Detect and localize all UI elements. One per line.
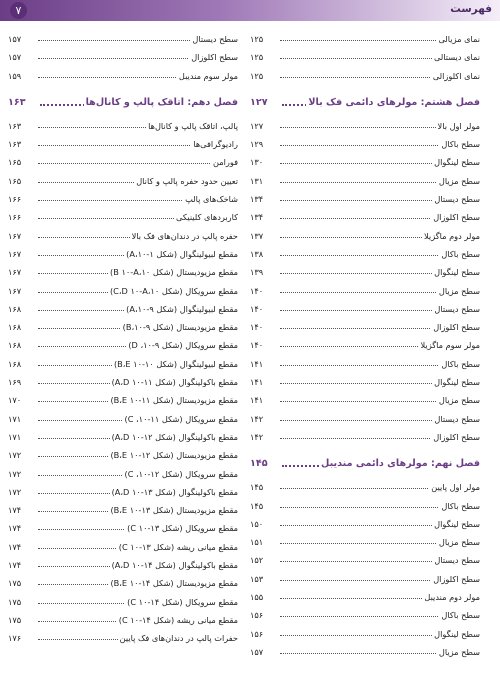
entry-title: مولر دوم ماگزیلا (422, 227, 480, 245)
page-number-ref: ۱۶۷ (8, 285, 22, 296)
toc-entry[interactable] (250, 117, 480, 135)
entry-title: سطح دیستال (432, 410, 480, 428)
toc-left-column (8, 30, 238, 648)
page-number-ref: ۱۴۵ (250, 482, 264, 493)
entry-title: پالپ، اتاقک پالپ و کانال‌ها (146, 117, 238, 135)
page-number-ref: ۱۴۱ (250, 395, 264, 406)
page-number-ref: ۱۶۶ (8, 212, 22, 223)
entry-title: مقطع سرویکال (شکل D ،۱۰-۹) (126, 336, 238, 354)
page-number-ref: ۱۵۵ (250, 592, 264, 603)
page-number-ref: ۱۵۹ (8, 70, 22, 81)
toc-entry[interactable] (250, 30, 480, 48)
entry-title: سطح باکال (439, 245, 480, 263)
toc-chapter-heading[interactable] (8, 91, 238, 115)
toc-entry[interactable] (250, 588, 480, 606)
page-number-ref: ۱۲۷ (250, 96, 268, 108)
entry-title: حفرات پالپ در دندان‌های فک پایین (118, 629, 238, 647)
entry-title: مولر سوم مندیبل (177, 67, 238, 85)
toc-entry[interactable] (250, 410, 480, 428)
toc-entry[interactable] (8, 208, 238, 226)
entry-title: مقطع باکولینگوال (شکل A،D ۱۰-۱۱) (110, 373, 238, 391)
page-number-ref: ۱۴۱ (250, 358, 264, 369)
entry-title: مولر دوم مندیبل (422, 588, 480, 606)
page-number-ref: ۱۶۹ (8, 377, 22, 388)
toc-entry[interactable] (8, 465, 238, 483)
page-number-ref: ۱۷۵ (8, 614, 22, 625)
toc-chapter-heading[interactable] (250, 452, 480, 476)
toc-entry[interactable] (250, 643, 480, 661)
toc-entry[interactable] (250, 533, 480, 551)
page-number-ref: ۱۶۵ (8, 175, 22, 186)
entry-title: سطح لینگوال (432, 625, 480, 643)
entry-title: مقطع مزیودیستال (شکل B،۱۰-۹) (121, 318, 238, 336)
toc-entry[interactable] (250, 336, 480, 354)
page-number-ref: ۱۴۰ (250, 322, 264, 333)
entry-title: مقطع مزیودیستال (شکل B،E ۱۰-۱۲) (108, 446, 238, 464)
toc-entry[interactable] (250, 355, 480, 373)
page-number-ref: ۱۲۹ (250, 139, 264, 150)
entry-title: مقطع مزیودیستال (شکل B،E ۱۰-۱۳) (108, 501, 238, 519)
toc-entry[interactable] (8, 410, 238, 428)
toc-entry[interactable] (8, 336, 238, 354)
entry-title: تعیین حدود حفره پالپ و کانال (134, 172, 238, 190)
entry-title: سطح لینگوال (432, 263, 480, 281)
chapter-title: فصل نهم: مولرهای دائمی مندیبل (319, 452, 480, 476)
page-number-ref: ۱۵۳ (250, 573, 264, 584)
toc-entry[interactable] (8, 556, 238, 574)
toc-entry[interactable] (250, 551, 480, 569)
page-number-ref: ۱۶۳ (8, 139, 22, 150)
page-number-ref: ۱۴۲ (250, 431, 264, 442)
page-number-ref: ۱۵۷ (8, 34, 22, 44)
entry-title: سطح لینگوال (432, 373, 480, 391)
page-number-ref: ۱۷۲ (8, 468, 22, 479)
entry-title: نمای اکلوزالی (431, 67, 480, 85)
entry-title: سطح اکلوزال (431, 208, 480, 226)
page-number-ref: ۱۵۰ (250, 518, 264, 529)
toc-entry[interactable] (8, 190, 238, 208)
page-number-ref: ۱۳۴ (250, 212, 264, 223)
entry-title: سطح دیستال (432, 300, 480, 318)
toc-entry[interactable] (250, 282, 480, 300)
entry-title: مقطع سرویکال (شکل C،D ۱۰-A،۱۰) (108, 282, 238, 300)
toc-entry[interactable] (250, 172, 480, 190)
page-number-ref: ۱۶۸ (8, 340, 22, 351)
toc-entry[interactable] (250, 478, 480, 496)
entry-title: حفره پالپ در دندان‌های فک بالا (130, 227, 238, 245)
page-number-ref: ۱۴۵ (250, 500, 264, 511)
entry-title: مقطع میانی ریشه (شکل C ۱۰-۱۳) (117, 538, 238, 556)
entry-title: مقطع باکولینگوال (شکل A،D ۱۰-۱۴) (110, 556, 238, 574)
toc-entry[interactable] (8, 593, 238, 611)
toc-entry[interactable] (8, 135, 238, 153)
page-number-ref: ۱۶۸ (8, 358, 22, 369)
chapter-title: فصل دهم: اتاقک پالپ و کانال‌ها (84, 91, 238, 115)
toc-entry[interactable] (8, 501, 238, 519)
entry-title: سطح دیستال (432, 190, 480, 208)
toc-entry[interactable] (250, 153, 480, 171)
entry-title: شاخک‌های پالپ (183, 190, 238, 208)
entry-title: رادیوگرافی‌ها (191, 135, 238, 153)
entry-title: مقطع باکولینگوال (شکل A،D ۱۰-۱۲) (110, 428, 238, 446)
page-number-ref: ۱۶۷ (8, 230, 22, 241)
page-number-ref: ۱۵۲ (250, 555, 264, 566)
toc-entry[interactable] (8, 519, 238, 537)
toc-entry[interactable] (8, 153, 238, 171)
entry-title: سطح مزیال (437, 533, 480, 551)
entry-title: مقطع مزیودیستال (شکل B،E ۱۰-۱۴) (108, 574, 238, 592)
entry-title: سطح دیستال (190, 30, 238, 48)
page-number-ref: ۱۵۱ (250, 537, 264, 548)
entry-title: سطح مزیال (437, 391, 480, 409)
entry-title: مولر سوم ماگزیلا (419, 336, 480, 354)
page-number-ref: ۱۲۷ (250, 120, 264, 131)
entry-title: مقطع میانی ریشه (شکل C ۱۰-۱۴) (117, 611, 238, 629)
page-number-ref: ۱۷۴ (8, 505, 22, 516)
entry-title: سطح لینگوال (432, 515, 480, 533)
toc-entry[interactable] (8, 428, 238, 446)
toc-entry[interactable] (8, 245, 238, 263)
page-number-ref: ۱۶۸ (8, 322, 22, 333)
page-number-ref: ۱۶۶ (8, 194, 22, 205)
page-number-ref: ۱۳۰ (250, 157, 264, 168)
toc-entry[interactable] (8, 355, 238, 373)
page-number-ref: ۱۶۸ (8, 303, 22, 314)
entry-title: مقطع مزیودیستال (شکل B ۱۰-A،۱۰) (108, 263, 238, 281)
toc-entry[interactable] (250, 625, 480, 643)
toc-entry[interactable] (8, 67, 238, 85)
entry-title: سطح مزیال (437, 282, 480, 300)
page-number-ref: ۱۵۶ (250, 610, 264, 621)
toc-entry[interactable] (8, 48, 238, 66)
entry-title: سطح دیستال (432, 551, 480, 569)
page-number-ref: ۱۶۷ (8, 248, 22, 259)
page-number-ref: ۱۵۷ (250, 646, 264, 657)
header-bar (0, 0, 500, 21)
toc-entry[interactable] (250, 606, 480, 624)
entry-title: مقطع باکولینگوال (شکل A،D ۱۰-۱۳) (110, 483, 238, 501)
toc-entry[interactable] (8, 318, 238, 336)
page-number-ref: ۱۷۱ (8, 413, 22, 424)
toc-entry[interactable] (8, 446, 238, 464)
toc-entry[interactable] (8, 538, 238, 556)
page-number-ref: ۱۲۵ (250, 34, 264, 44)
page-number-ref: ۱۴۰ (250, 285, 264, 296)
page-number-ref: ۱۴۲ (250, 413, 264, 424)
toc-entry[interactable] (250, 497, 480, 515)
toc-entry[interactable] (8, 117, 238, 135)
page-number-ref: ۱۶۷ (8, 267, 22, 278)
page-number-ref: ۱۴۰ (250, 340, 264, 351)
entry-title: مقطع لبیولینگوال (شکل A،۱۰-۹) (124, 300, 238, 318)
toc-entry[interactable] (250, 391, 480, 409)
toc-entry[interactable] (8, 391, 238, 409)
page-number-ref: ۱۷۲ (8, 486, 22, 497)
page-number-ref: ۱۵۶ (250, 628, 264, 639)
toc-entry[interactable] (250, 190, 480, 208)
entry-title: مقطع مزیودیستال (شکل B،E ۱۰-۱۱) (108, 391, 238, 409)
entry-title: سطح اکلوزال (431, 570, 480, 588)
entry-title: مقطع سرویکال (شکل C ۱۰-۱۴) (125, 593, 238, 611)
toc-entry[interactable] (250, 428, 480, 446)
page-title: فهرست (450, 3, 492, 15)
entry-title: سطح اکلوزال (189, 48, 238, 66)
entry-title: سطح باکال (439, 497, 480, 515)
page-number-ref: ۱۷۲ (8, 450, 22, 461)
toc-entry[interactable] (250, 48, 480, 66)
page-number-ref: ۱۴۱ (250, 377, 264, 388)
page-number-ref: ۱۷۱ (8, 431, 22, 442)
page-number-ref: ۱۷۵ (8, 596, 22, 607)
entry-title: سطح مزیال (437, 643, 480, 661)
dot-leader (38, 163, 232, 164)
toc-chapter-heading[interactable] (250, 91, 480, 115)
page-number-ref: ۱۶۵ (8, 157, 22, 168)
toc-entry[interactable] (250, 318, 480, 336)
page-number-ref: ۱۳۱ (250, 175, 264, 186)
toc-entry[interactable] (250, 515, 480, 533)
toc-entry[interactable] (8, 629, 238, 647)
page-number-ref: ۱۳۹ (250, 267, 264, 278)
entry-title: مولر اول پایین (429, 478, 480, 496)
entry-title: مقطع سرویکال (شکل C ،۱۰-۱۱) (123, 410, 238, 428)
page-number-ref: ۱۳۸ (250, 248, 264, 259)
entry-title: مولر اول بالا (436, 117, 480, 135)
toc-entry[interactable] (8, 373, 238, 391)
toc-entry[interactable] (8, 30, 238, 48)
toc-entry[interactable] (250, 373, 480, 391)
entry-title: سطح باکال (439, 355, 480, 373)
page-number-ref: ۱۷۴ (8, 560, 22, 571)
page-number-ref: ۱۶۳ (8, 120, 22, 131)
entry-title: مقطع لبیولینگوال (شکل B،E ۱۰-۱۰) (112, 355, 238, 373)
page-number-ref: ۱۷۰ (8, 395, 22, 406)
page-number-ref: ۱۲۵ (250, 52, 264, 63)
toc-entry[interactable] (8, 611, 238, 629)
entry-title: مقطع سرویکال (شکل C ۱۰-۱۳) (125, 519, 238, 537)
toc-entry[interactable] (8, 300, 238, 318)
chapter-title: فصل هشتم: مولرهای دائمی فک بالا (306, 91, 480, 115)
page-number-ref: ۱۳۷ (250, 230, 264, 241)
toc-entry[interactable] (250, 67, 480, 85)
entry-title: سطح لینگوال (432, 153, 480, 171)
toc-entry[interactable] (250, 245, 480, 263)
entry-title: مقطع لبیولینگوال (شکل A،۱۰-۱) (124, 245, 238, 263)
page-number-ref: ۱۴۰ (250, 303, 264, 314)
page-number-ref: ۱۲۵ (250, 70, 264, 81)
toc-entry[interactable] (8, 227, 238, 245)
entry-title: سطح مزیال (437, 172, 480, 190)
toc-entry[interactable] (250, 300, 480, 318)
toc-entry[interactable] (250, 570, 480, 588)
toc-entry[interactable] (8, 483, 238, 501)
toc-entry[interactable] (8, 263, 238, 281)
page-number: ۷ (10, 2, 27, 19)
toc-entry[interactable] (250, 135, 480, 153)
toc-right-column (250, 30, 480, 661)
entry-title: سطح باکال (439, 606, 480, 624)
toc-entry[interactable] (250, 263, 480, 281)
page-number-ref: ۱۷۵ (8, 578, 22, 589)
page-number-ref: ۱۴۵ (250, 458, 268, 470)
entry-title: سطح اکلوزال (431, 428, 480, 446)
entry-title: کاربردهای کلینیکی (174, 208, 238, 226)
page-number-ref: ۱۷۴ (8, 541, 22, 552)
entry-title: سطح باکال (439, 135, 480, 153)
toc-entry[interactable] (8, 172, 238, 190)
entry-title: مقطع سرویکال (شکل C ،۱۰-۱۲) (123, 465, 238, 483)
entry-title: فورامن (211, 153, 238, 171)
page-number-ref: ۱۷۶ (8, 633, 22, 644)
toc-entry[interactable] (8, 282, 238, 300)
page-number-ref: ۱۷۴ (8, 523, 22, 534)
entry-title: نمای مزیالی (436, 30, 480, 48)
page-number-ref: ۱۶۳ (8, 96, 26, 108)
toc-entry[interactable] (250, 227, 480, 245)
toc-entry[interactable] (8, 574, 238, 592)
toc-entry[interactable] (250, 208, 480, 226)
page-number-ref: ۱۵۷ (8, 52, 22, 63)
entry-title: نمای دیستالی (432, 48, 480, 66)
page-number-ref: ۱۳۴ (250, 194, 264, 205)
entry-title: سطح اکلوزال (431, 318, 480, 336)
